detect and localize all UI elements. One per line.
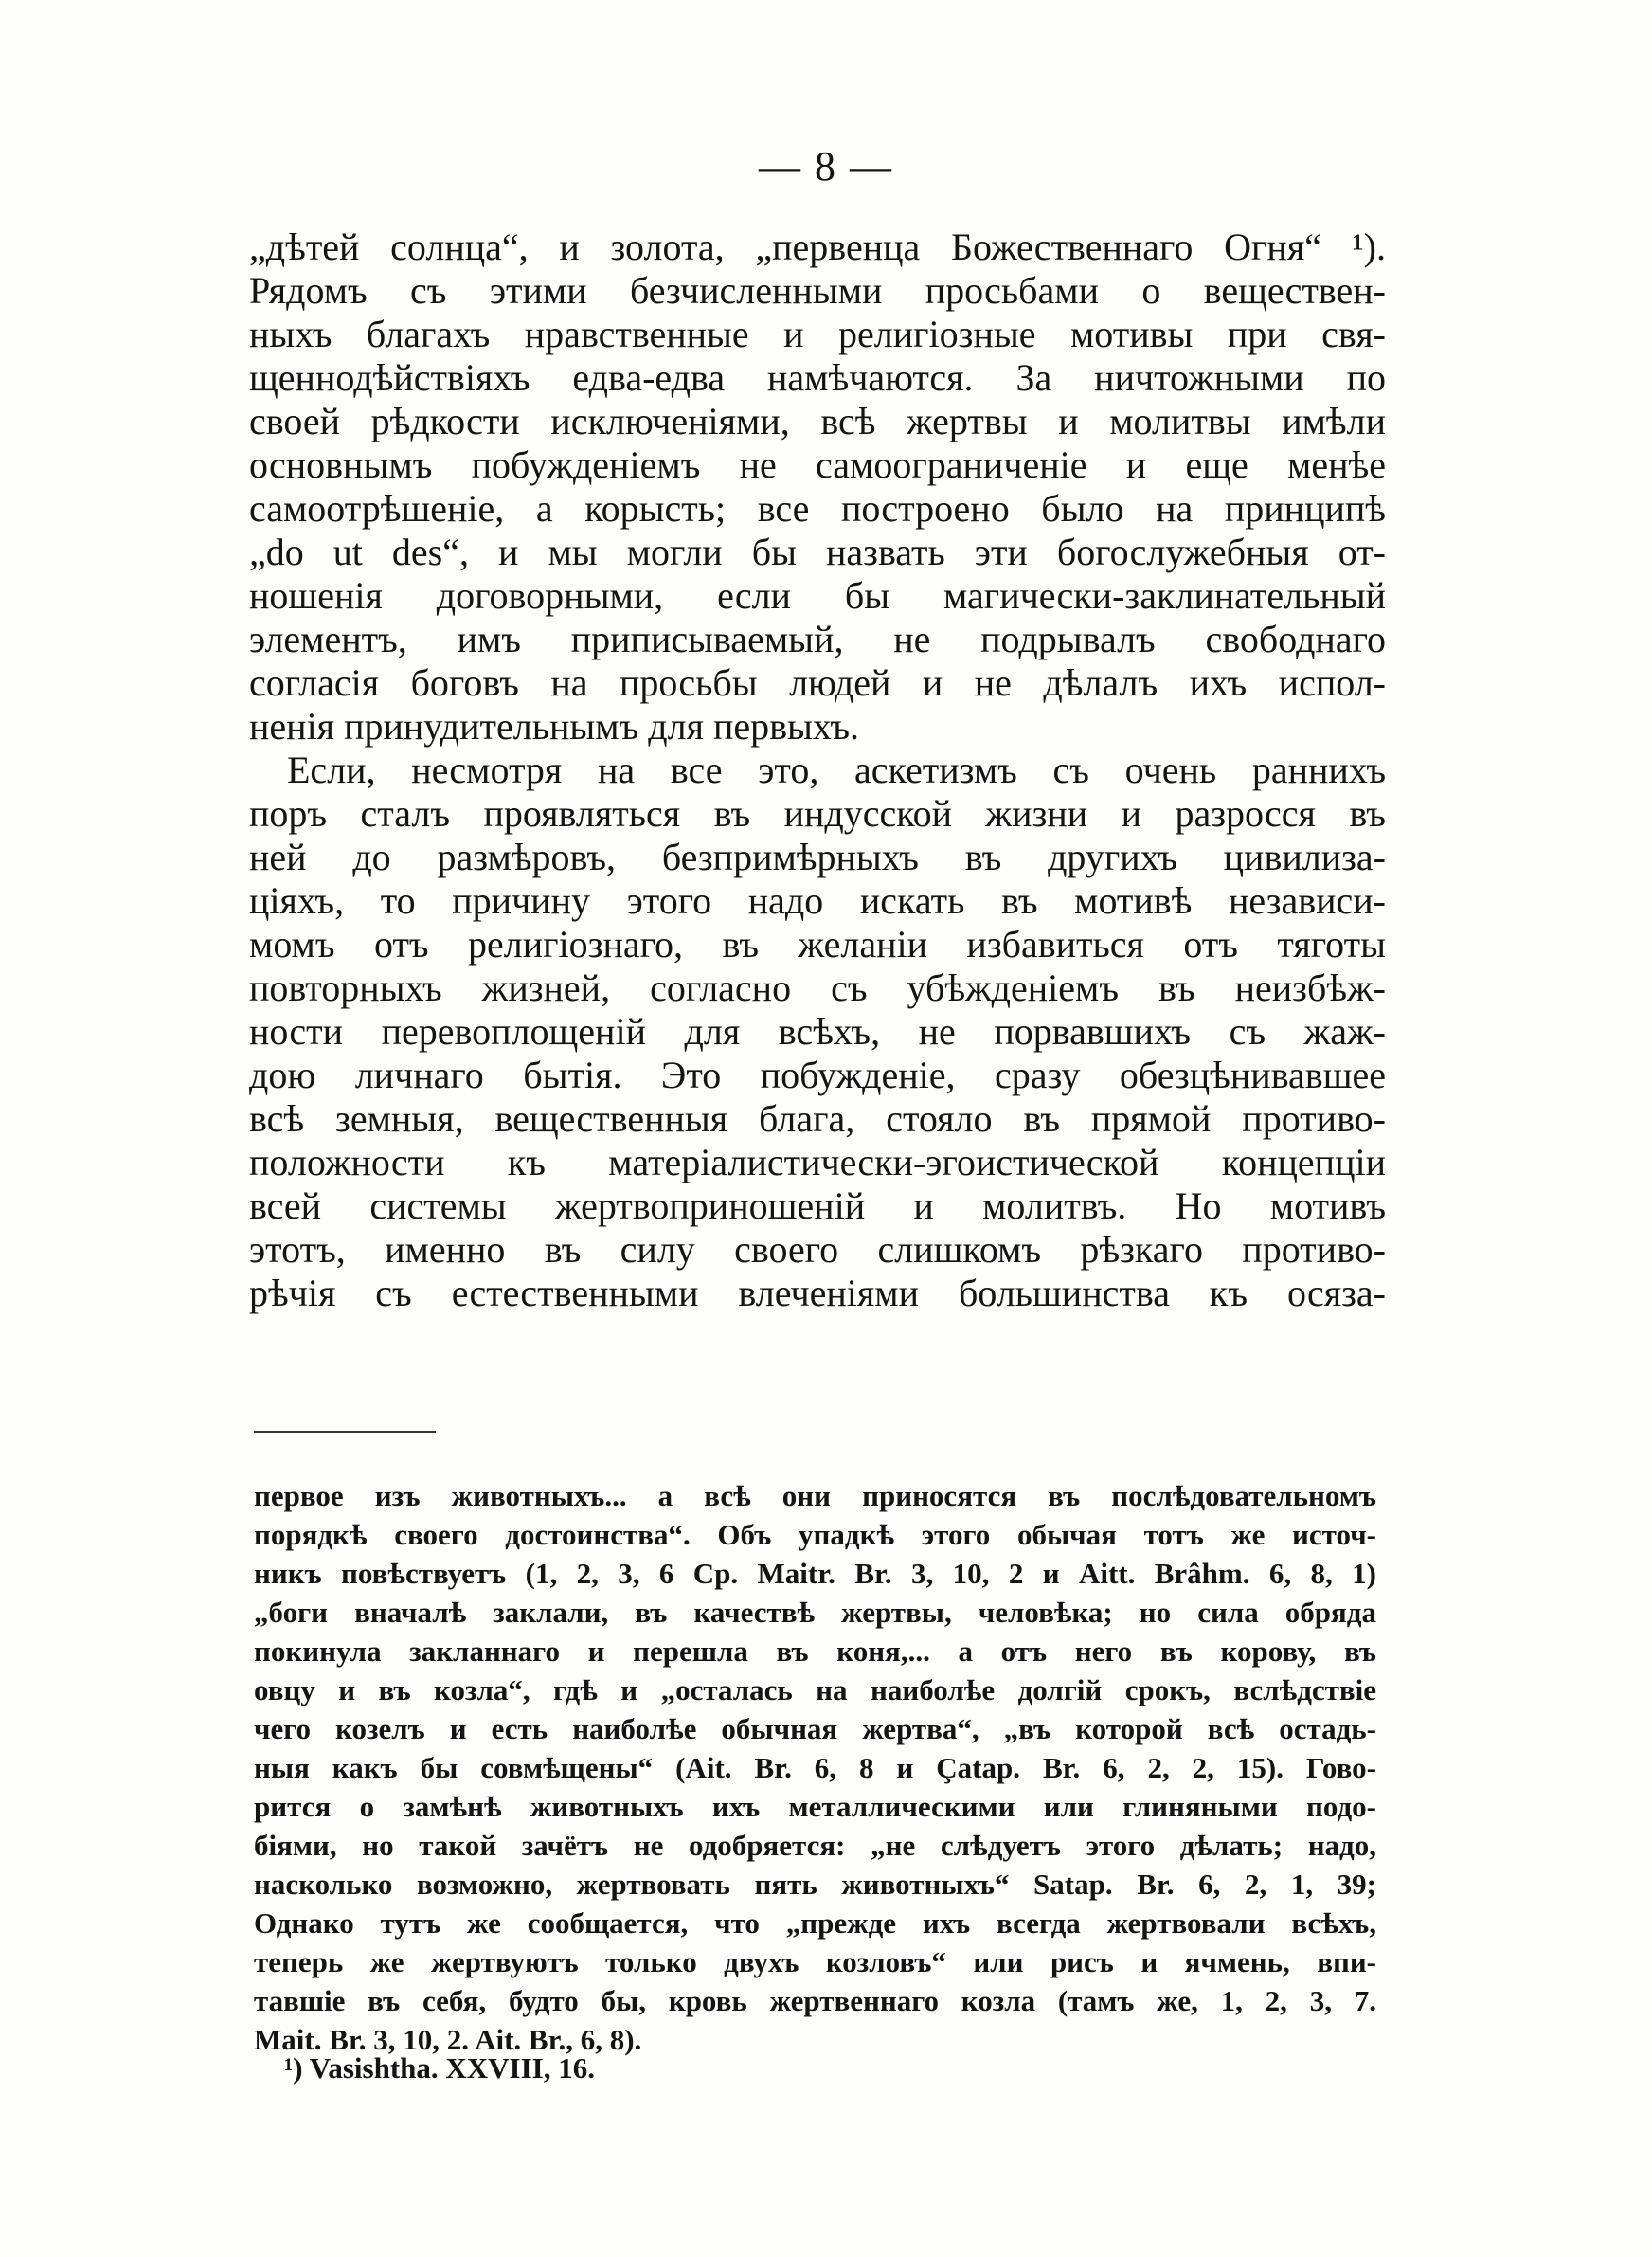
footnote-line: „боги вначалѣ заклали, въ качествѣ жертвы, человѣка; но сила обряда: [254, 1596, 1376, 1629]
text-line: согласія боговъ на просьбы людей и не дѣлалъ ихъ испол-: [249, 661, 1386, 704]
text-line: Рядомъ съ этими безчисленными просьбами о веществен-: [249, 269, 1386, 312]
text-line: ненія принудительнымъ для первыхъ.: [249, 705, 860, 748]
text-line: основнымъ побужденіемъ не самоограниченіе и еще менѣе: [249, 443, 1386, 486]
text-line: ныхъ благахъ нравственные и религіозные мотивы при свя-: [249, 313, 1386, 355]
footnote-separator: [254, 1431, 436, 1433]
footnote-reference: ¹) Vasishtha. XXVIII, 16.: [284, 2051, 595, 2085]
text-line: повторныхъ жизней, согласно съ убѣжденіемъ въ неизбѣж-: [249, 966, 1386, 1009]
text-line: элементъ, имъ приписываемый, не подрывалъ свободнаго: [249, 618, 1386, 660]
text-line: „do ut des“, и мы могли бы назвать эти богослужебныя от-: [249, 531, 1386, 573]
footnote-continuation: [254, 1476, 1376, 2059]
text-line: момъ отъ религіознаго, въ желаніи избавиться отъ тяготы: [249, 923, 1386, 966]
footnote-line: ныя какъ бы совмѣщены“ (Ait. Br. 6, 8 и Çatap. Br. 6, 2, 2, 15). Гово-: [254, 1751, 1376, 1784]
text-line: „дѣтей солнца“, и золота, „первенца Божественнаго Огня“ ¹).: [249, 226, 1386, 268]
text-line: положности къ матеріалистически-эгоистической концепціи: [249, 1141, 1386, 1183]
footnote-line: рится о замѣнѣ животныхъ ихъ металлическими или глиняными подо-: [254, 1790, 1376, 1823]
text-line: всѣ земныя, вещественныя блага, стояло въ прямой противо-: [249, 1097, 1386, 1140]
text-line: своей рѣдкости исключеніями, всѣ жертвы и молитвы имѣли: [249, 400, 1386, 442]
footnote-line: порядкѣ своего достоинства“. Объ упадкѣ этого обычая тотъ же источ-: [254, 1518, 1376, 1551]
footnote-line: первое изъ животныхъ... а всѣ они приносятся въ послѣдовательномъ: [254, 1479, 1376, 1512]
footnote-line: никъ повѣствуетъ (1, 2, 3, 6 Cp. Maitr. Br. 3, 10, 2 и Aitt. Brâhm. 6, 8, 1): [254, 1557, 1376, 1590]
text-line: Если, несмотря на все это, аскетизмъ съ очень раннихъ: [287, 749, 1386, 791]
footnote-line: Однако тутъ же сообщается, что „прежде ихъ всегда жертвовали всѣхъ,: [254, 1906, 1376, 1940]
text-line: этотъ, именно въ силу своего слишкомъ рѣзкаго противо-: [249, 1228, 1386, 1271]
footnote-line: овцу и въ козла“, гдѣ и „осталась на наиболѣе долгій срокъ, вслѣдствіе: [254, 1673, 1376, 1706]
main-text: [249, 226, 1386, 1315]
footnote-line: тавшіе въ себя, будто бы, кровь жертвеннаго козла (тамъ же, 1, 2, 3, 7.: [254, 1984, 1376, 2017]
footnote-line: біями, но такой зачётъ не одобряется: „не слѣдуетъ этого дѣлать; надо,: [254, 1829, 1376, 1862]
footnote-line: теперь же жертвуютъ только двухъ козловъ“ или рисъ и ячмень, впи-: [254, 1945, 1376, 1978]
footnote-line: покинула закланнаго и перешла въ коня,... а отъ него въ корову, въ: [254, 1634, 1376, 1668]
footnote-line: чего козелъ и есть наиболѣе обычная жертва“, „въ которой всѣ остадь-: [254, 1712, 1376, 1745]
text-line: поръ сталъ проявляться въ индусской жизни и разросся въ: [249, 792, 1386, 835]
text-line: щеннодѣйствіяхъ едва-едва намѣчаются. За ничтожными по: [249, 356, 1386, 399]
page-number: — 8 —: [759, 143, 893, 190]
text-line: рѣчія съ естественными влеченіями большинства къ осяза-: [249, 1272, 1386, 1314]
text-line: всей системы жертвоприношеній и молитвъ. Но мотивъ: [249, 1184, 1386, 1227]
text-line: ношенія договорными, если бы магически-заклинательный: [249, 574, 1386, 617]
text-line: ней до размѣровъ, безпримѣрныхъ въ другихъ цивилиза-: [249, 836, 1386, 878]
text-line: ціяхъ, то причину этого надо искать въ мотивѣ независи-: [249, 879, 1386, 922]
text-line: самоотрѣшеніе, а корысть; все построено было на принципѣ: [249, 487, 1386, 530]
text-line: ности перевоплощеній для всѣхъ, не порвавшихъ съ жаж-: [249, 1010, 1386, 1053]
footnote-line: насколько возможно, жертвовать пять животныхъ“ Satap. Br. 6, 2, 1, 39;: [254, 1868, 1376, 1901]
text-line: дою личнаго бытія. Это побужденіе, сразу обезцѣнивавшее: [249, 1054, 1386, 1096]
footnote-line: Mait. Br. 3, 10, 2. Ait. Br., 6, 8).: [254, 2023, 642, 2056]
